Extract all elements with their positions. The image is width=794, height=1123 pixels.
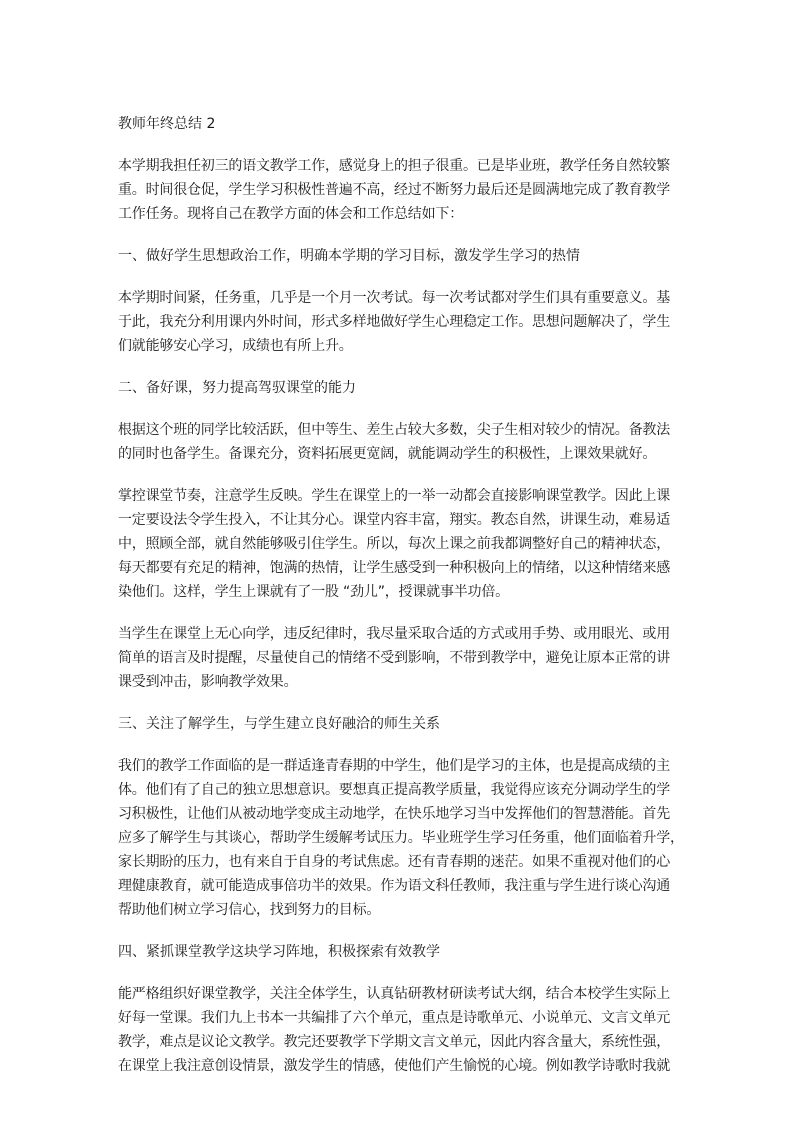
paragraph-line: 我们的教学工作面临的是一群适逢青春期的中学生，他们是学习的主体，也是提高成绩的主	[118, 758, 670, 774]
paragraph	[118, 286, 678, 358]
paragraph-line: 每天都要有充足的精神，饱满的热情，让学生感受到一种积极向上的情绪，以这种情绪来感	[118, 560, 670, 576]
paragraph-line: 重。时间很仓促，学生学习积极性普遍不高，经过不断努力最后还是圆满地完成了教育教学	[118, 182, 670, 198]
paragraph-line: 在课堂上我注意创设情景，激发学生的情感，使他们产生愉悦的心境。例如教学诗歌时我就	[118, 1058, 670, 1074]
paragraph-line: 工作任务。现将自己在教学方面的体会和工作总结如下：	[118, 206, 463, 222]
paragraph-line: 根据这个班的同学比较活跃，但中等生、差生占较大多数，尖子生相对较少的情况。备教法	[118, 422, 670, 438]
paragraph	[118, 484, 678, 604]
paragraph-line: 一定要设法令学生投入，不让其分心。课堂内容丰富，翔实。教态自然，讲课生动，难易适	[118, 512, 670, 528]
paragraph	[118, 154, 678, 226]
section-heading: 三、关注了解学生，与学生建立良好融洽的师生关系	[118, 716, 440, 732]
paragraph-line: 体。他们有了自己的独立思想意识。要想真正提高教学质量，我觉得应该充分调动学生的学	[118, 782, 670, 798]
paragraph-line: 习积极性，让他们从被动地学变成主动地学，在快乐地学习当中发挥他们的智慧潜能。首先	[118, 806, 670, 822]
section-heading: 二、备好课，努力提高驾驭课堂的能力	[118, 380, 356, 396]
section-heading: 一、做好学生思想政治工作，明确本学期的学习目标，激发学生学习的热情	[118, 248, 580, 264]
paragraph-line: 本学期时间紧，任务重，几乎是一个月一次考试。每一次考试都对学生们具有重要意义。基	[118, 290, 670, 306]
paragraph-line: 当学生在课堂上无心向学，违反纪律时，我尽量采取合适的方式或用手势、或用眼光、或用	[118, 626, 670, 642]
paragraph-line: 好每一堂课。我们九上书本一共编排了六个单元，重点是诗歌单元、小说单元、文言文单元	[118, 1010, 670, 1026]
paragraph-line: 染他们。这样，学生上课就有了一股 “劲儿”，授课就事半功倍。	[118, 584, 509, 600]
paragraph	[118, 982, 678, 1078]
paragraph-line: 的同时也备学生。备课充分，资料拓展更宽阔，就能调动学生的积极性，上课效果就好。	[118, 446, 657, 462]
paragraph	[118, 418, 678, 466]
paragraph	[118, 622, 678, 694]
paragraph-line: 帮助他们树立学习信心，找到努力的目标。	[118, 902, 381, 918]
paragraph	[118, 754, 684, 922]
paragraph-line: 教学，难点是议论文教学。教完还要教学下学期文言文单元，因此内容含量大，系统性强，	[118, 1034, 670, 1050]
paragraph-line: 理健康教育，就可能造成事倍功半的效果。作为语文科任教师，我注重与学生进行谈心沟通	[118, 878, 670, 894]
paragraph-line: 简单的语言及时提醒，尽量使自己的情绪不受到影响，不带到教学中，避免让原本正常的讲	[118, 650, 670, 666]
document-title: 教师年终总结 2	[118, 116, 216, 132]
paragraph-line: 家长期盼的压力，也有来自于自身的考试焦虑。还有青春期的迷茫。如果不重视对他们的心	[118, 854, 670, 870]
document-page	[118, 112, 684, 1096]
paragraph-line: 课受到冲击，影响教学效果。	[118, 674, 298, 690]
paragraph-line: 本学期我担任初三的语文教学工作，感觉身上的担子很重。已是毕业班，教学任务自然较繁	[118, 158, 670, 174]
section-heading: 四、紧抓课堂教学这块学习阵地，积极探索有效教学	[118, 944, 440, 960]
paragraph-line: 们就能够安心学习，成绩也有所上升。	[118, 338, 353, 354]
paragraph-line: 掌控课堂节奏，注意学生反映。学生在课堂上的一举一动都会直接影响课堂教学。因此上课	[118, 488, 670, 504]
paragraph-line: 中，照顾全部，就自然能够吸引住学生。所以，每次上课之前我都调整好自己的精神状态，	[118, 536, 670, 552]
paragraph-line: 应多了解学生与其谈心，帮助学生缓解考试压力。毕业班学生学习任务重，他们面临着升学，	[118, 830, 684, 846]
document-body	[118, 154, 684, 1078]
paragraph-line: 于此，我充分利用课内外时间，形式多样地做好学生心理稳定工作。思想问题解决了，学生	[118, 314, 670, 330]
paragraph-line: 能严格组织好课堂教学，关注全体学生，认真钻研教材研读考试大纲，结合本校学生实际上	[118, 986, 670, 1002]
